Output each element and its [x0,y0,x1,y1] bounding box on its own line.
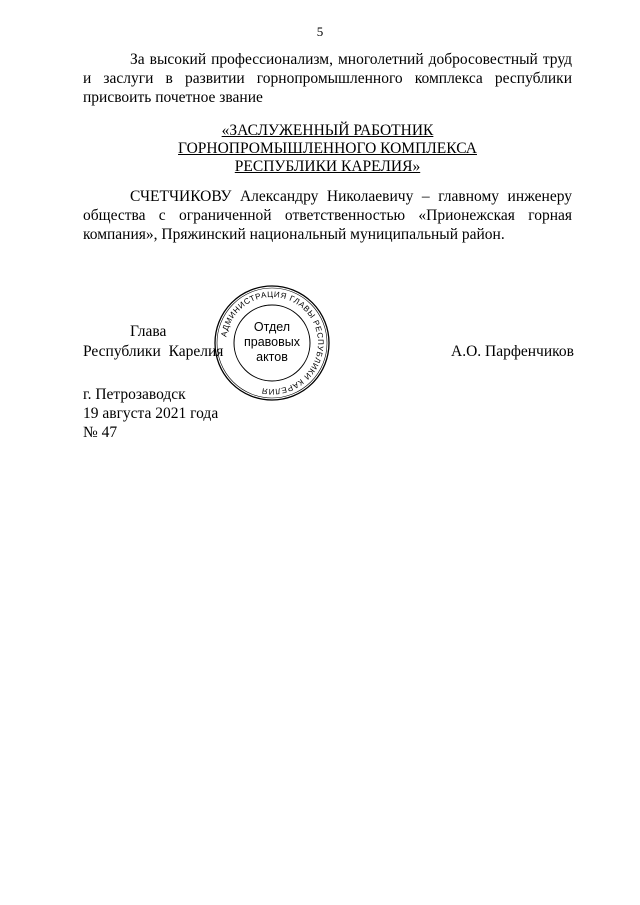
signatory-position-line-2: Республики Карелия [83,343,224,360]
intro-paragraph: За высокий профессионализм, многолетний добросовестный труд и заслуги в развитии горнопромышленного комплекса республики присвоить почетное звание [83,51,572,106]
footer-number: № 47 [83,424,118,441]
footer-date: 19 августа 2021 года [83,405,219,422]
stamp-center-line-2: правовых [244,335,300,349]
award-title-line-3: РЕСПУБЛИКИ КАРЕЛИЯ» [234,158,421,175]
signatory-name: А.О. Парфенчиков [451,343,574,360]
stamp-center-line-3: актов [256,350,288,364]
stamp-center-line-1: Отдел [253,320,291,334]
footer-city: г. Петрозаводск [83,386,186,403]
stamp-ring-text: АДМИНИСТРАЦИЯ ГЛАВЫ РЕСПУБЛИКИ КАРЕЛИЯ [219,289,326,397]
signatory-position-line-1: Глава [130,323,167,340]
award-title-line-1: «ЗАСЛУЖЕННЫЙ РАБОТНИК [221,122,434,139]
official-stamp [212,283,332,403]
award-title [83,122,572,176]
awardee-paragraph: СЧЕТЧИКОВУ Александру Николаевичу – главному инженеру общества с ограниченной ответственностью «Прионежская горная компания», Пряжинский национальный муниципальный район. [83,188,572,243]
page-number: 5 [316,24,324,39]
stamp-seal-icon [212,283,332,403]
award-title-line-2: ГОРНОПРОМЫШЛЕННОГО КОМПЛЕКСА [178,140,477,157]
